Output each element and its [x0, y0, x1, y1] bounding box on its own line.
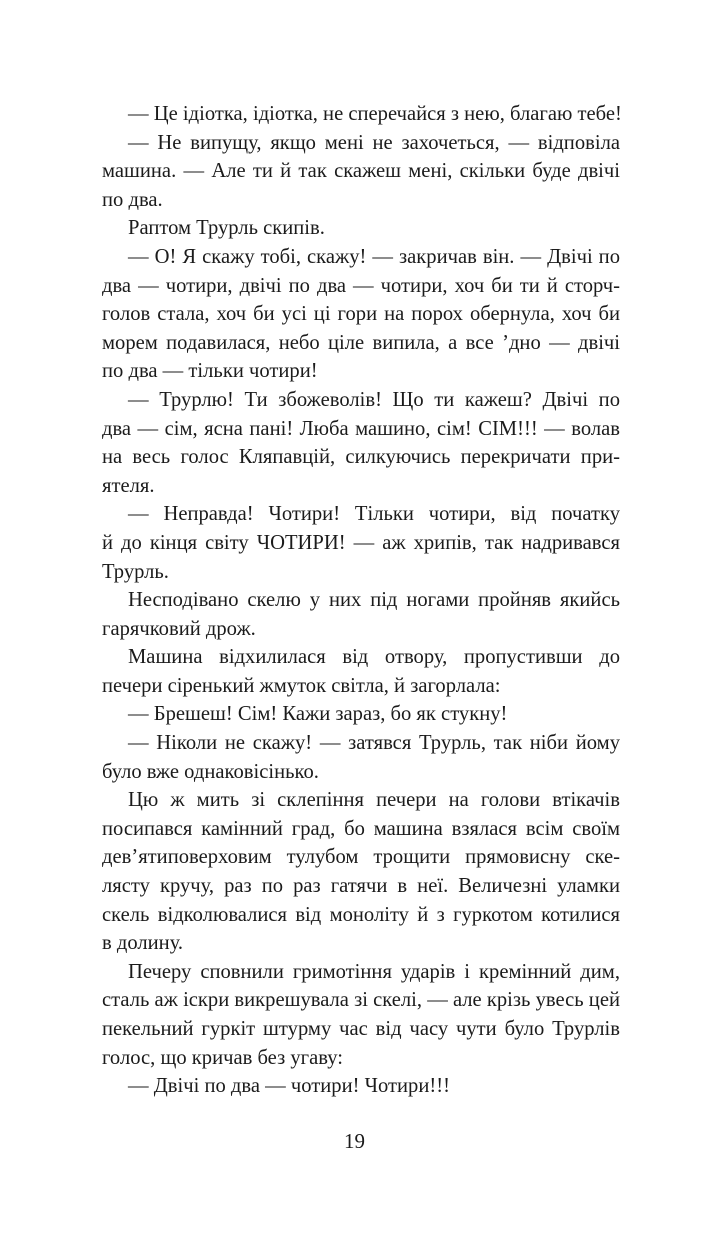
paragraph	[102, 729, 620, 786]
text-line: печери сіренький жмуток світла, й загорлала:	[102, 674, 501, 697]
paragraph	[102, 243, 620, 386]
body-text	[102, 100, 620, 1101]
paragraph	[102, 386, 620, 500]
text-line: — Двічі по два — чотири! Чотири!!!	[128, 1075, 450, 1098]
text-line: сталь аж іскри викрешувала зі скелі, — але крізь увесь цей	[102, 989, 620, 1012]
text-line: по два.	[102, 188, 163, 211]
paragraph	[102, 643, 620, 700]
text-line: Печеру сповнили гримотіння ударів і кремінний дим,	[128, 960, 620, 983]
paragraph	[102, 586, 620, 643]
text-line: морем подавилася, небо ціле випила, а все ’дно — двічі	[102, 331, 620, 354]
paragraph	[102, 214, 620, 243]
text-line: Несподівано скелю у них під ногами пройняв якийсь	[128, 589, 620, 612]
text-line: голос, що кричав без угаву:	[102, 1046, 344, 1069]
text-line: по два — тільки чотири!	[102, 360, 318, 383]
text-line: дев’ятиповерховим тулубом трощити прямовисну ске-	[102, 846, 620, 869]
paragraph	[102, 700, 620, 729]
text-line: посипався камінний град, бо машина взялася всім своїм	[102, 817, 620, 840]
paragraph	[102, 129, 620, 215]
paragraph	[102, 1072, 620, 1101]
text-line: — Ніколи не скажу! — затявся Трурль, так ніби йому	[128, 732, 620, 755]
text-line: два — сім, ясна пані! Люба машино, сім! СІМ!!! — волав	[102, 417, 620, 440]
text-line: було вже однаковісінько.	[102, 760, 319, 783]
text-line: машина. — Але ти й так скажеш мені, скільки буде двічі	[102, 160, 620, 183]
text-line: — Неправда! Чотири! Тільки чотири, від початку	[128, 503, 620, 526]
text-line: — Не випущу, якщо мені не захочеться, — відповіла	[128, 131, 620, 154]
paragraph	[102, 958, 620, 1072]
text-line: пекельний гуркіт штурму час від часу чути було Трурлів	[102, 1018, 620, 1040]
text-line: голов стала, хоч би усі ці гори на порох обернула, хоч би	[102, 303, 620, 326]
text-line: на весь голос Кляпавцій, силкуючись перекричати при-	[102, 446, 620, 469]
paragraph	[102, 500, 620, 586]
text-line: лясту кручу, раз по раз гатячи в неї. Величезні уламки	[102, 875, 620, 898]
text-line: — Це ідіотка, ідіотка, не сперечайся з нею, благаю тебе!	[128, 103, 622, 125]
text-line: — Трурлю! Ти збожеволів! Що ти кажеш? Двічі по	[128, 388, 620, 411]
text-line: Раптом Трурль скипів.	[128, 217, 325, 240]
paragraph	[102, 100, 620, 129]
text-line: Машина відхилилася від отвору, пропустивши до	[128, 646, 620, 669]
text-line: Трурль.	[102, 560, 169, 583]
text-line: й до кінця світу ЧОТИРИ! — аж хрипів, так надривався	[102, 531, 620, 554]
paragraph	[102, 786, 620, 958]
page-number: 19	[344, 1129, 365, 1153]
text-line: — О! Я скажу тобі, скажу! — закричав він. — Двічі по	[128, 245, 620, 268]
text-line: гарячковий дрож.	[102, 617, 256, 640]
text-line: Цю ж мить зі склепіння печери на голови втікачів	[128, 789, 620, 812]
text-line: два — чотири, двічі по два — чотири, хоч би ти й сторч-	[102, 274, 620, 297]
text-line: ятеля.	[102, 474, 155, 497]
text-line: — Брешеш! Сім! Кажи зараз, бо як стукну!	[128, 703, 508, 726]
text-line: в долину.	[102, 932, 184, 955]
text-line: скель відколювалися від моноліту й з гуркотом котилися	[102, 903, 620, 926]
